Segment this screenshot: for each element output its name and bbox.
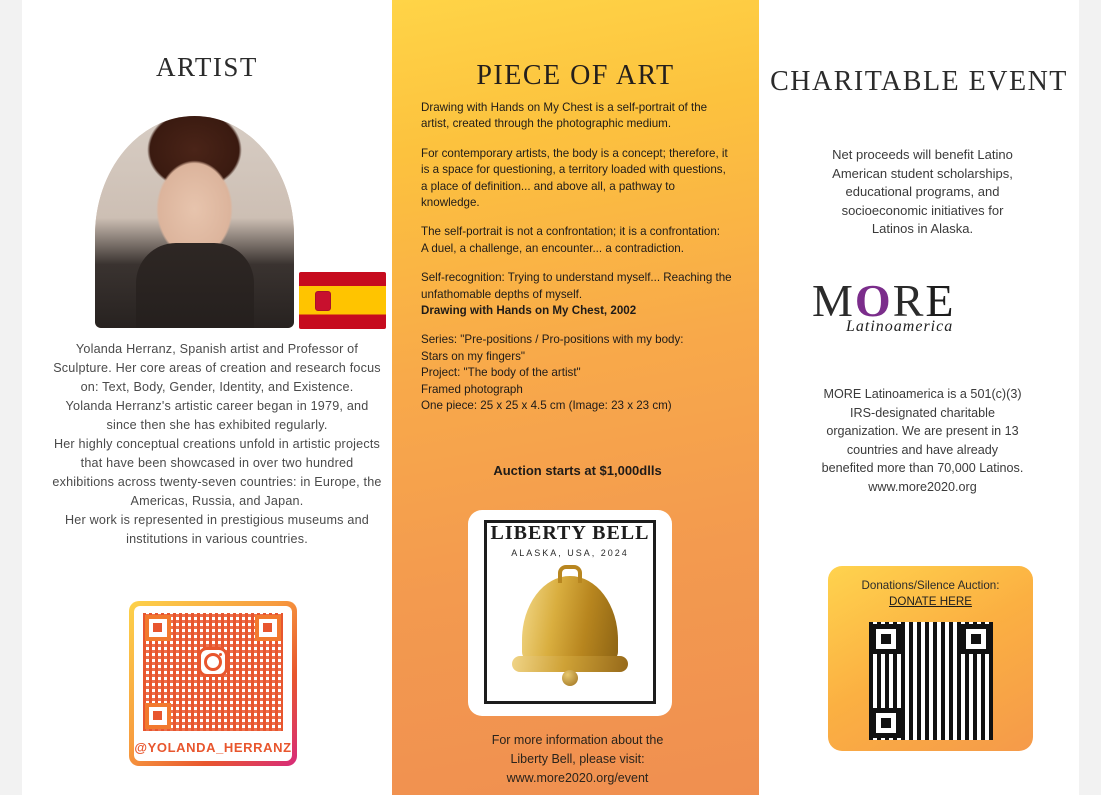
description-line: benefited more than 70,000 Latinos. (821, 461, 1024, 475)
art-paragraph: The self-portrait is not a confrontation; it is a confrontation: (421, 225, 721, 239)
more-latinoamerica-logo (812, 275, 1027, 340)
artist-bio-paragraph: Her work is represented in prestigious museums and institutions in various countries. (65, 513, 369, 546)
art-work-title: Drawing with Hands on My Chest, 2002 (421, 304, 637, 318)
proceeds-line: American student scholarships, (832, 165, 1013, 181)
net-proceeds-text (790, 146, 1055, 239)
proceeds-line: socioeconomic initiatives for (841, 202, 1004, 218)
art-paragraph: Self-recognition: Trying to understand myself... Reaching the unfathomable depths of myself. (421, 271, 732, 301)
proceeds-line: Latinos in Alaska. (871, 221, 974, 236)
art-detail: Series: "Pre-positions / Pro-positions with my body: (421, 333, 684, 347)
charitable-event-heading: CHARITABLE EVENT (770, 66, 1068, 97)
piece-of-art-heading: PIECE OF ART (476, 60, 675, 91)
artist-bio-paragraph: Her highly conceptual creations unfold in artistic projects that have been showcased in over two hundred exhibitions across twenty-seven countries: in Europe, the Americas, Russia, and Japan. (52, 437, 382, 508)
organization-url[interactable]: www.more2020.org (868, 479, 977, 494)
proceeds-line: educational programs, and (845, 184, 1000, 199)
instagram-handle: @YOLANDA_HERRANZ (134, 740, 292, 755)
art-paragraph: Drawing with Hands on My Chest is a self-portrait of the artist, created through the photographic medium. (421, 101, 708, 131)
description-line: organization. We are present in 13 (826, 424, 1019, 438)
liberty-bell-title: LIBERTY BELL (490, 522, 650, 544)
spain-flag-icon (299, 272, 386, 329)
description-line: countries and have already (846, 442, 999, 457)
artist-bio-paragraph: Yolanda Herranz's artistic career began in 1979, and since then she has exhibited regularly. (65, 399, 369, 432)
art-paragraph: For contemporary artists, the body is a concept; therefore, it is a space for questioning, a territory loaded with questions, a place of definition... and above all, a pathway to knowledge. (421, 146, 728, 210)
artist-portrait (95, 116, 294, 328)
piece-of-art-text (421, 100, 734, 415)
liberty-bell-info (421, 731, 734, 788)
info-line: For more information about the (491, 733, 664, 747)
proceeds-line: Net proceeds will benefit Latino (832, 147, 1013, 162)
organization-description (790, 385, 1055, 496)
event-url[interactable]: www.more2020.org/event (506, 771, 649, 785)
donate-here-link[interactable]: DONATE HERE (889, 595, 972, 608)
art-paragraph: A duel, a challenge, an encounter... a contradiction. (421, 241, 684, 255)
logo-letter-o: O (854, 275, 893, 326)
logo-letter-e: E (925, 275, 956, 326)
art-detail: Stars on my fingers" (421, 349, 525, 363)
donation-card[interactable] (828, 566, 1033, 751)
liberty-bell-subtitle: ALASKA, USA, 2024 (511, 548, 629, 558)
logo-letter-r: R (892, 275, 926, 326)
artist-bio (52, 340, 382, 549)
instagram-icon (198, 647, 228, 677)
artist-bio-paragraph: Yolanda Herranz, Spanish artist and Professor of Sculpture. Her core areas of creation and research focus on: Text, Body, Gender, Identity, and Existence. (53, 342, 381, 394)
donation-qr-code[interactable] (869, 622, 993, 740)
art-detail: Project: "The body of the artist" (421, 366, 581, 380)
bell-clapper-icon (562, 670, 578, 686)
artist-heading: ARTIST (156, 52, 258, 82)
donation-title: Donations/Silence Auction: (861, 579, 1000, 592)
logo-tagline: Latinoamerica (846, 318, 954, 335)
description-line: IRS-designated charitable (850, 405, 995, 420)
auction-start-price: Auction starts at $1,000dlls (493, 463, 662, 478)
description-line: MORE Latinoamerica is a 501(c)(3) (823, 387, 1022, 401)
art-detail: Framed photograph (421, 382, 523, 396)
art-detail: One piece: 25 x 25 x 4.5 cm (Image: 23 x 23 cm) (421, 399, 672, 413)
liberty-bell-card (468, 510, 672, 716)
logo-letter-m: M (812, 275, 855, 326)
instagram-qr-card[interactable] (129, 601, 297, 766)
info-line: Liberty Bell, please visit: (510, 752, 645, 766)
